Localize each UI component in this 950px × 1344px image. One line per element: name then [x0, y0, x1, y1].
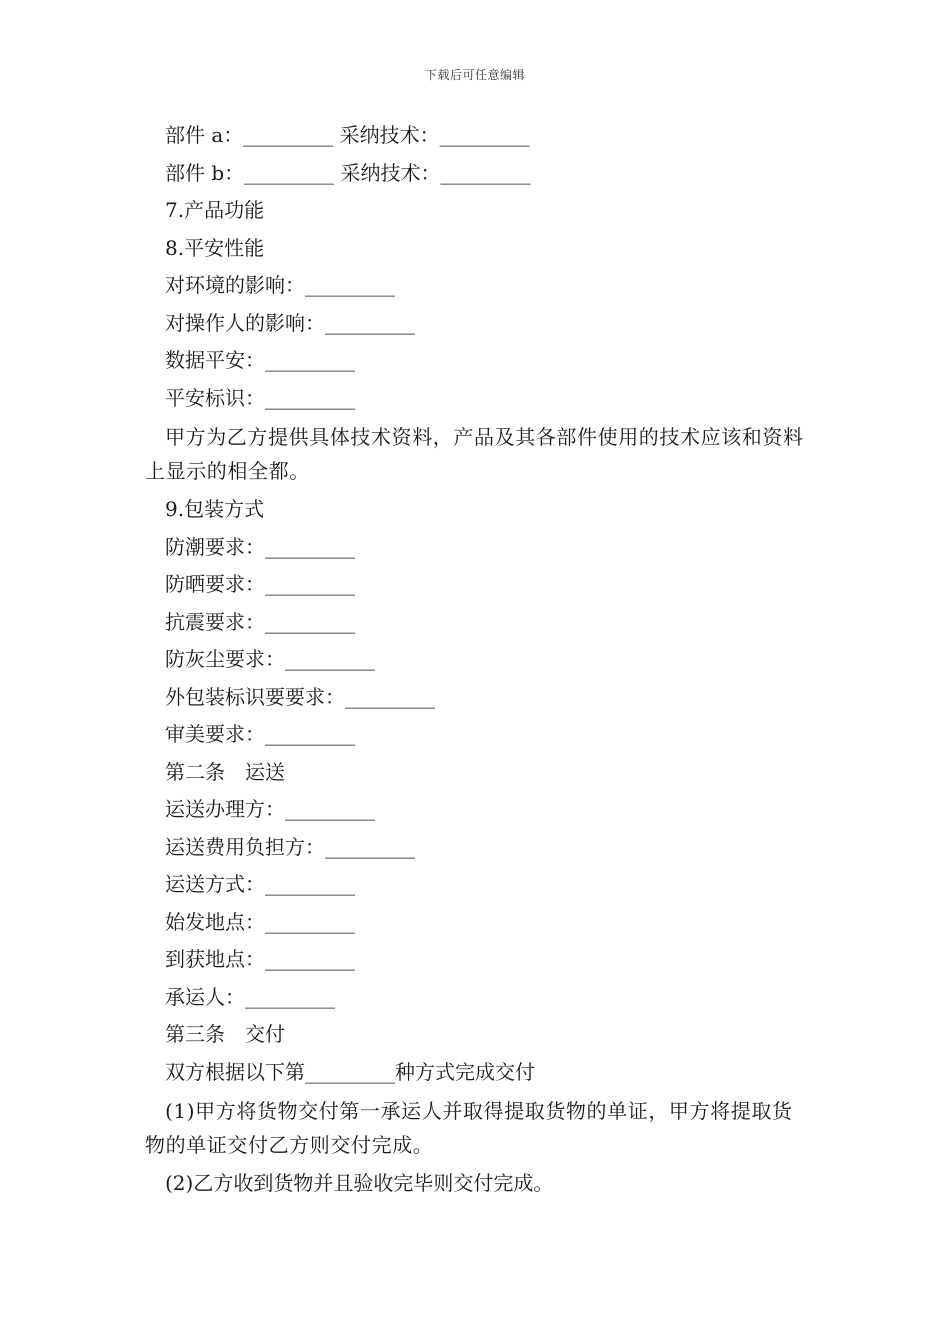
doc-line-shock-proof: 抗震要求：_________ [165, 609, 355, 634]
doc-line-delivery-option-1: (1)甲方将货物交付第一承运人并取得提取货物的单证，甲方将提取货物的单证交付乙方则交付完成。 [145, 1099, 793, 1157]
doc-line-dust-proof: 防灰尘要求：_________ [165, 647, 375, 671]
doc-line-part-a: 部件 a：_________ 采纳技术：_________ [165, 123, 530, 147]
doc-line-operator-impact: 对操作人的影响：_________ [165, 310, 415, 335]
doc-line-carrier: 承运人：_________ [165, 984, 335, 1009]
doc-line-safety-performance: 8.平安性能 [165, 235, 265, 260]
doc-line-sun-proof: 防晒要求：_________ [165, 572, 355, 596]
doc-line-safety-mark: 平安标识：_________ [165, 385, 355, 410]
doc-line-shipping-method: 运送方式：_________ [165, 872, 355, 896]
doc-line-aesthetic: 审美要求：_________ [165, 722, 355, 746]
doc-line-part-b: 部件 b：_________ 采纳技术：_________ [165, 160, 531, 185]
doc-line-shipping-handler: 运送办理方：_________ [165, 797, 375, 821]
doc-line-data-safety: 数据平安：_________ [165, 348, 355, 372]
doc-line-product-function: 7.产品功能 [165, 198, 265, 222]
doc-line-outer-label: 外包装标识要要求：_________ [165, 684, 435, 709]
doc-line-delivery-method: 双方根据以下第_________种方式完成交付 [165, 1059, 535, 1084]
document-body [145, 117, 810, 1203]
doc-line-packaging: 9.包装方式 [165, 497, 265, 521]
doc-line-shipping-cost: 运送费用负担方：_________ [165, 834, 415, 859]
doc-line-tech-material-para: 甲方为乙方提供具体技术资料，产品及其各部件使用的技术应该和资料上显示的相全都。 [145, 425, 804, 483]
page-header: 下载后可任意编辑 [424, 68, 525, 82]
doc-line-env-impact: 对环境的影响：_________ [165, 273, 395, 297]
doc-line-destination: 到获地点：_________ [165, 947, 355, 971]
doc-line-article-2: 第二条 运送 [165, 759, 285, 784]
doc-line-delivery-option-2: (2)乙方收到货物并且验收完毕则交付完成。 [165, 1171, 554, 1195]
doc-line-origin: 始发地点：_________ [165, 909, 355, 934]
doc-line-moisture-proof: 防潮要求：_________ [165, 534, 355, 559]
doc-line-article-3: 第三条 交付 [165, 1022, 285, 1046]
